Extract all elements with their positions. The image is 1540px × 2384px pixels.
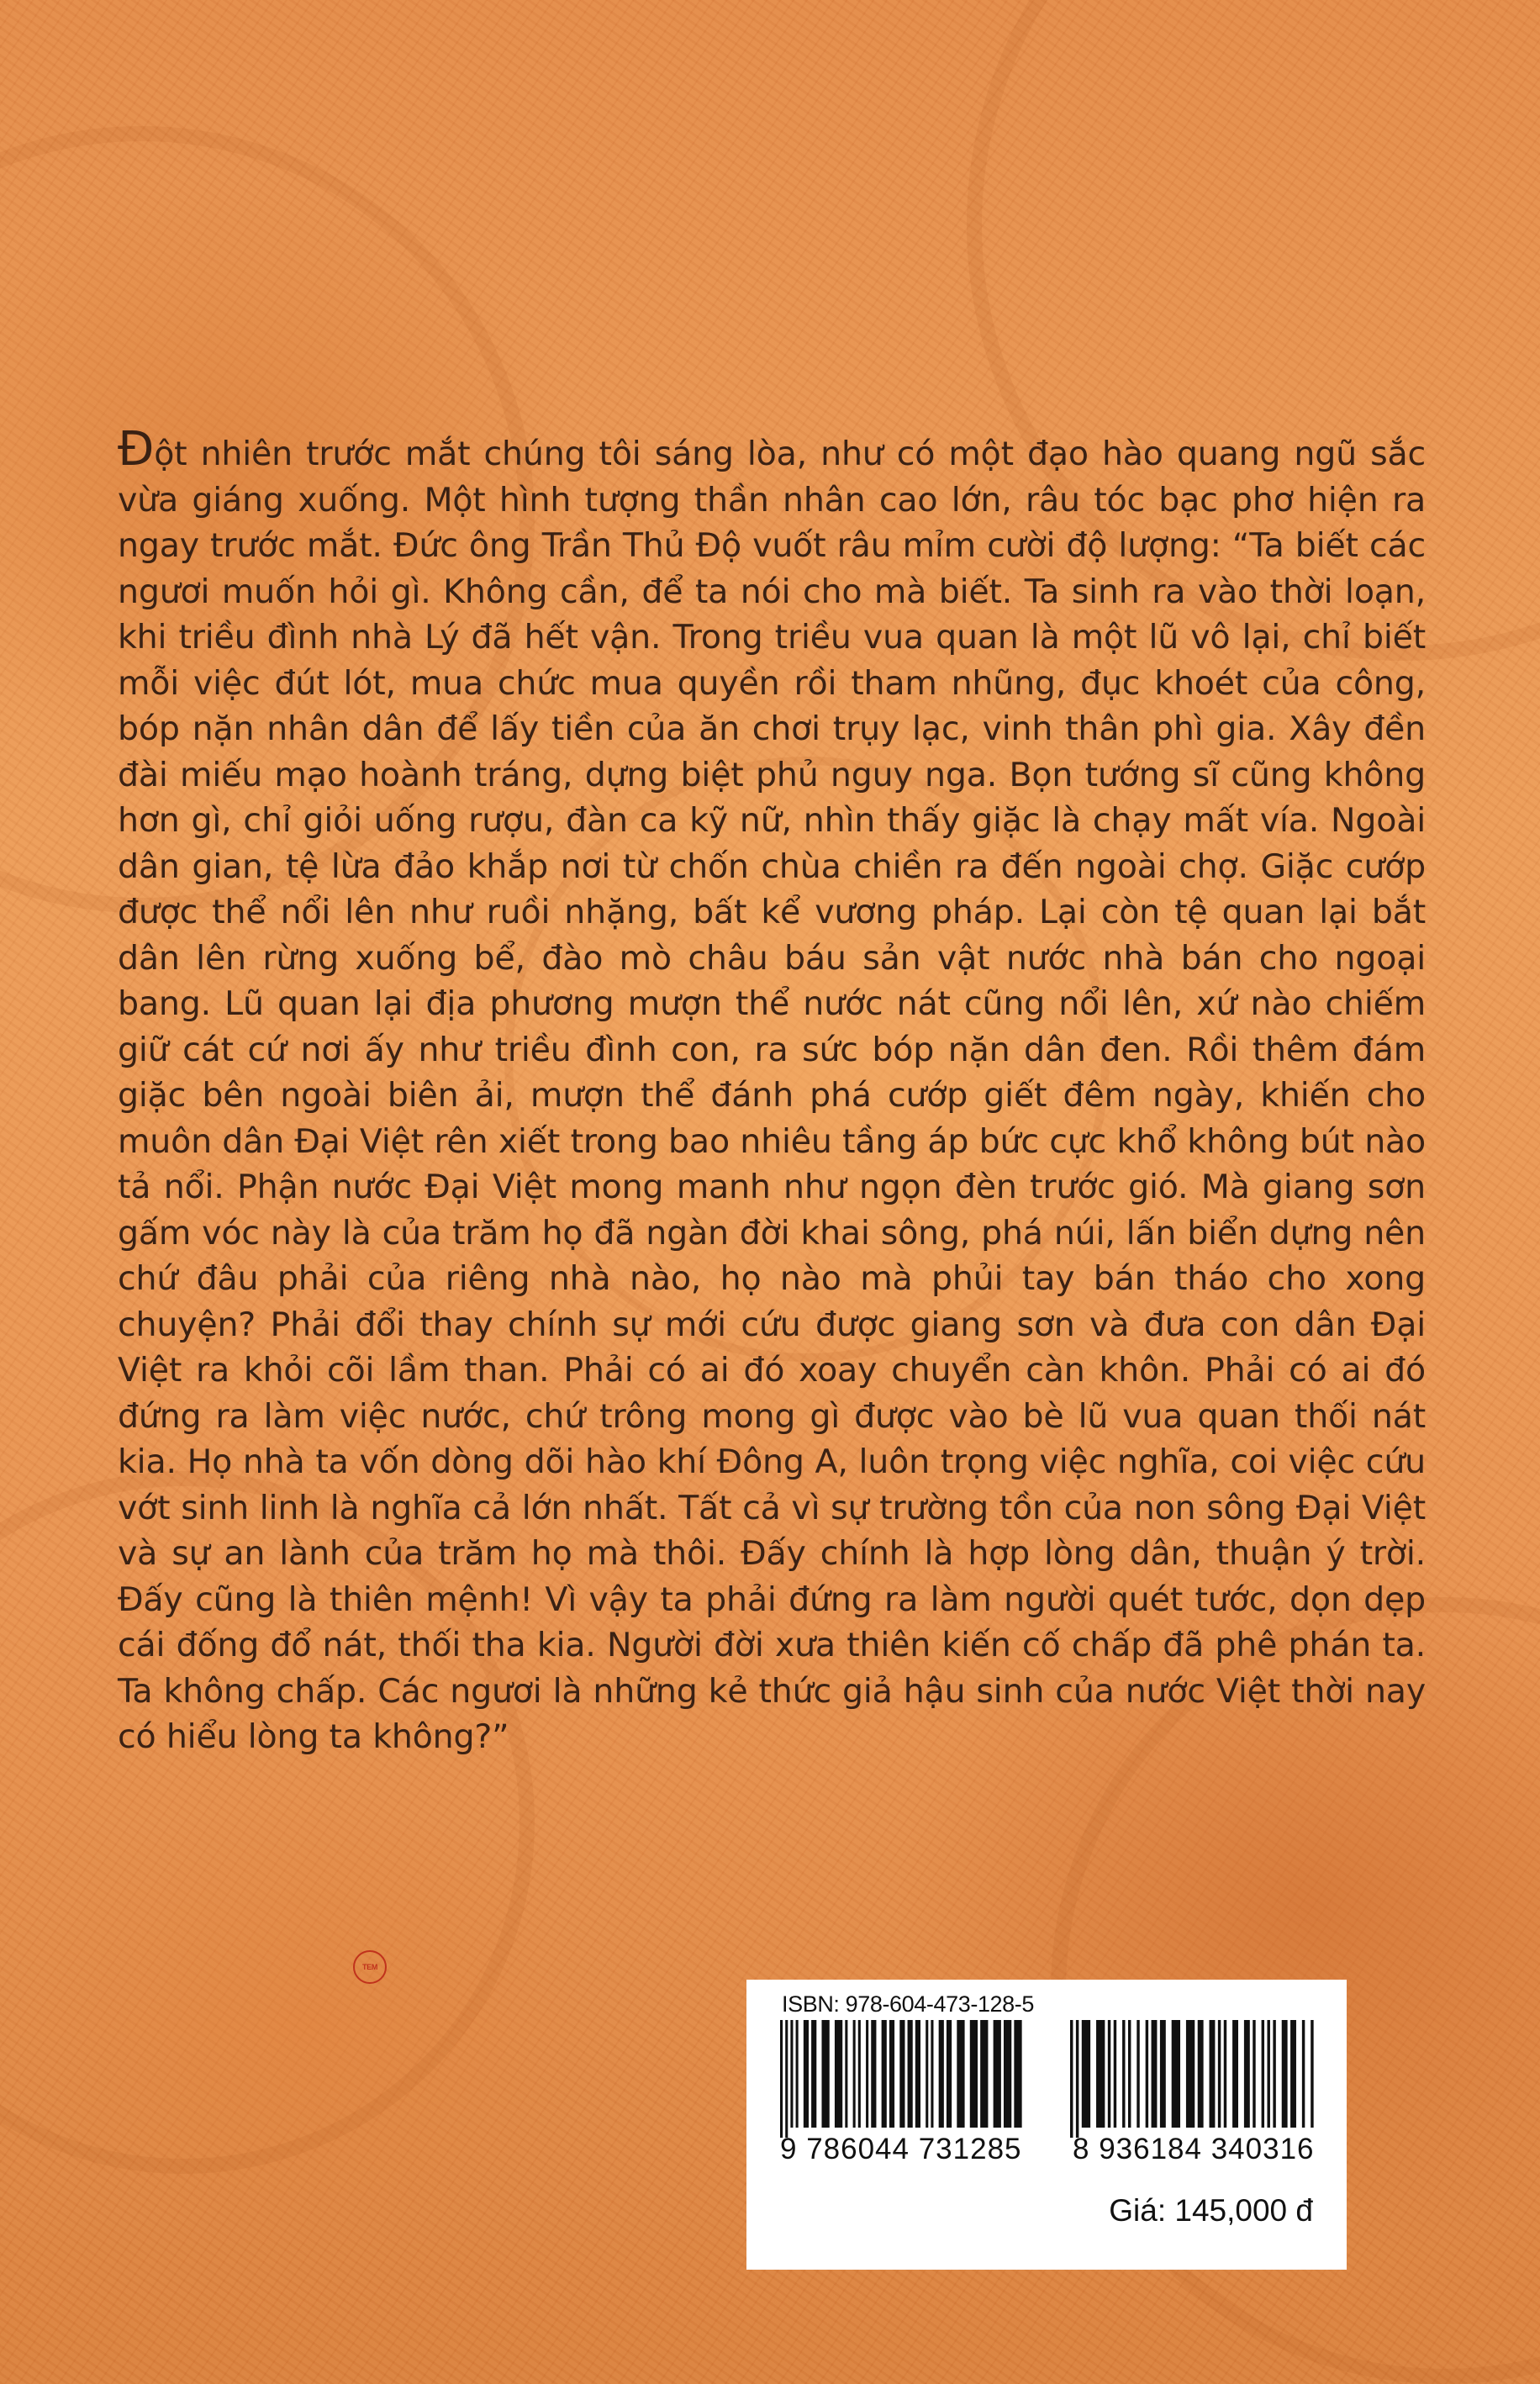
barcode-bar	[1267, 2020, 1269, 2128]
barcode-bar	[1082, 2020, 1090, 2128]
barcode-bar	[889, 2020, 894, 2128]
barcode-bar	[1253, 2020, 1255, 2128]
barcode-bar	[811, 2020, 816, 2128]
barcode-bar	[1244, 2020, 1250, 2128]
barcode-bar	[1311, 2020, 1313, 2128]
barcode-bar	[1273, 2020, 1275, 2128]
barcode-bar	[1198, 2020, 1204, 2128]
barcode-bar	[1114, 2020, 1116, 2128]
barcode-bar	[1128, 2020, 1131, 2128]
barcode-bar	[780, 2020, 783, 2138]
barcode-bar	[1004, 2020, 1011, 2128]
barcode-bar	[871, 2020, 876, 2128]
barcode-bar	[994, 2020, 1001, 2128]
barcode-bar	[1146, 2020, 1148, 2128]
barcode-bar	[845, 2020, 847, 2128]
barcode-bar	[947, 2020, 952, 2128]
barcode-bar	[1282, 2020, 1288, 2128]
barcode-bar	[1070, 2020, 1073, 2138]
barcode-bar	[908, 2020, 913, 2128]
barcode-bar	[790, 2020, 793, 2128]
barcode-bar	[1186, 2020, 1195, 2128]
barcode-bar	[1290, 2020, 1296, 2128]
barcode-bar	[1076, 2020, 1079, 2138]
barcode-bar	[1108, 2020, 1110, 2128]
barcode-graphic	[746, 2020, 1347, 2138]
barcode-bar	[926, 2020, 928, 2128]
addon-digits: 8 936184 340316	[1073, 2133, 1315, 2165]
barcode-bar	[1014, 2020, 1021, 2128]
barcode-bar	[970, 2020, 978, 2128]
barcode-bar	[796, 2020, 799, 2128]
barcode-bar	[835, 2020, 842, 2128]
barcode-bar	[821, 2020, 829, 2128]
barcode-box	[746, 1980, 1347, 2270]
barcode-bar	[1262, 2020, 1264, 2128]
blurb-text: Đột nhiên trước mắt chúng tôi sáng lòa, như có một đạo hào quang ngũ sắc vừa giáng xuống. Một hình tượng thần nhân cao lớn, râu tóc bạc phơ hiện ra ngay trước mắt. Đức ông Trần Thủ Độ vuốt râu mỉm cười độ lượng: “Ta biết các ngươi muốn hỏi gì. Không cần, để ta nói cho mà biết. Ta sinh ra vào thời loạn, khi triều đình nhà Lý đã hết vận. Trong triều vua quan là một lũ vô lại, chỉ biết mỗi việc đút lót, mua chức mua quyền rồi tham nhũng, đục khoét của công, bóp nặn nhân dân để lấy tiền của ăn chơi trụy lạc, vinh thân phì gia. Xây đền đài miếu mạo hoành tráng, dựng biệt phủ nguy nga. Bọn tướng sĩ cũng không hơn gì, chỉ giỏi uống rượu, đàn ca kỹ nữ, nhìn thấy giặc là chạy mất vía. Ngoài dân gian, tệ lừa đảo khắp nơi từ chốn chùa chiền ra đến ngoài chợ. Giặc cướp được thể nổi lên như ruồi nhặng, bất kể vương pháp. Lại còn tệ quan lại bắt dân lên rừng xuống bể, đào mò châu báu sản vật nước nhà bán cho ngoại bang. Lũ quan lại địa phương mượn thể nước nát cũng nổi lên, xứ nào chiếm giữ cát cứ nơi ấy như triều đình con, ra sức bóp nặn dân đen. Rồi thêm đám giặc bên ngoài biên ải, mượn thể đánh phá cướp giết đêm ngày, khiến cho muôn dân Đại Việt rên xiết trong bao nhiêu tầng áp bức cực khổ không bút nào tả nổi. Phận nước Đại Việt mong manh như ngọn đèn trước gió. Mà giang sơn gấm vóc này là của trăm họ đã ngàn đời khai sông, phá núi, lấn biển dựng nên chứ đâu phải của riêng nhà nào, họ nào mà phủi tay bán tháo cho xong chuyện? Phải đổi thay chính sự mới cứu được giang sơn và đưa con dân Đại Việt ra khỏi cõi lầm than. Phải có ai đó xoay chuyển càn khôn. Phải có ai đó đứng ra làm việc nước, chứ trông mong gì được vào bè lũ vua quan thối nát kia. Họ nhà ta vốn dòng dõi hào khí Đông A, luôn trọng việc nghĩa, coi việc cứu vớt sinh linh là nghĩa cả lớn nhất. Tất cả vì sự trường tồn của non sông Đại Việt và sự an lành của trăm họ mà thôi. Đấy chính là hợp lòng dân, thuận ý trời. Đấy cũng là thiên mệnh! Vì vậy ta phải đứng ra làm người quét tước, dọn dẹp cái đống đổ nát, thối tha kia. Người đời xưa thiên kiến cố chấp đã phê phán ta. Ta không chấp. Các ngươi là những kẻ thức giả hậu sinh của nước Việt thời nay có hiểu lòng ta không?”	[118, 422, 1426, 1756]
isbn-digits: 9 786044 731285	[780, 2133, 1022, 2165]
barcode-bar	[1096, 2020, 1105, 2128]
barcode-bar	[804, 2020, 809, 2128]
barcode-bar	[1218, 2020, 1221, 2128]
barcode-bar	[957, 2020, 964, 2128]
barcode-bar	[939, 2020, 944, 2128]
barcode-bar	[1224, 2020, 1226, 2128]
barcode-bar	[785, 2020, 788, 2138]
barcode-bar	[1210, 2020, 1216, 2128]
isbn-label: ISBN: 978-604-473-128-5	[782, 1991, 1034, 2017]
price-label: Giá: 145,000 đ	[1109, 2193, 1313, 2228]
barcode-bar	[1137, 2020, 1139, 2128]
barcode-bar	[1152, 2020, 1158, 2128]
barcode-bar	[853, 2020, 856, 2128]
barcode-bar	[1302, 2020, 1305, 2128]
barcode-bar	[899, 2020, 904, 2128]
barcode-bar	[866, 2020, 868, 2128]
barcode-bar	[980, 2020, 988, 2128]
barcode-bar	[882, 2020, 887, 2128]
barcode-bar	[1122, 2020, 1125, 2128]
barcode-bar	[858, 2020, 861, 2128]
barcode-bar	[1160, 2020, 1166, 2128]
barcode-bar	[1172, 2020, 1180, 2128]
barcode-bar	[915, 2020, 920, 2128]
barcode-bar	[1232, 2020, 1238, 2128]
barcode-bar	[931, 2020, 933, 2128]
tem-stamp: TEM	[353, 1950, 387, 1984]
